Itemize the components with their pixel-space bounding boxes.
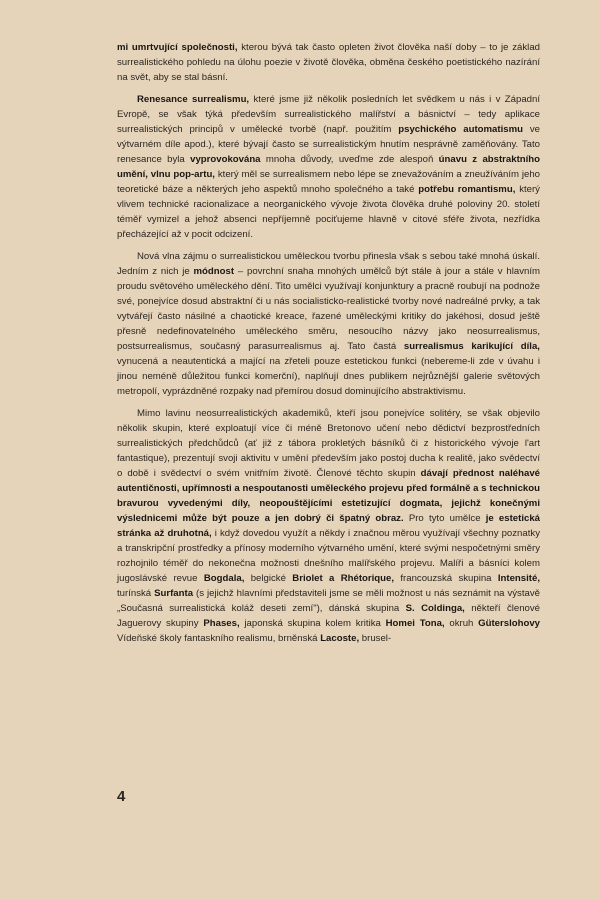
body-text-run: Mimo lavinu neosurrealistických akademiků, kteří jsou ponejvíce solitéry, se však objevilo několik skupin, které exploatují více či méně Bretonovo učení nebo dědictví bezprostředních surrealistických předchůdců (ať již z tábora prokletých básníků či z historického vývoje l'art fantastique), prezentují svoji aktivitu v umění především jako postoj ducha k realitě, jako svědectví o době i svědectví o svém vnitřním životě. Členové těchto skupin [117,408,540,479]
page-number: 4 [117,788,126,805]
paragraph-4 [117,406,540,646]
body-text-run: které jsme již několik posledních let svědkem u nás i v Západní Evropě, se však týká především surrealistického malířství a básnictví – tedy aplikace surrealistických principů v umělecké tvorbě (např. použitím [117,94,541,135]
body-text-run: okruh [444,618,479,629]
emphasis-text: Renesance surrealismu, [137,94,250,105]
body-text-run: (s jejichž hlavními představiteli jsme se měli možnost u nás seznámit na výstavě „Současná surrealistická koláž deseti zemí"), dánská skupina [117,588,540,614]
emphasis-text: Briolet a Rhétorique, [292,573,395,584]
emphasis-text: Bogdala, [203,573,245,584]
emphasis-text: je estetická stránka až druhotná, [117,513,540,539]
paragraph-2 [117,92,540,242]
emphasis-text: Lacoste, [320,633,360,644]
body-text-run: kterou bývá tak často opleten život člověka naší doby – to je základ surrealistického pohledu na úlohu poezie v životě člověka, obměna českého poetistického nazírání na svět, aby se stal básní. [117,42,540,83]
body-text-run: turínská [117,588,155,599]
emphasis-text: Surfanta [154,588,194,599]
emphasis-text: dávají přednost naléhavé autentičnosti, upřímnosti a nespoutanosti uměleckého projevu před formálně a s technickou bravurou vyvedenými díly, neopouštějícími estetizující dogmata, jejichž konečnými výslednicemi může být pouze a jen dobrý či špatný obraz. [117,468,540,524]
body-text-run: ve výtvarném díle apod.), které bývají často se surrealistickým hnutím nesprávně zaměňovány. Tato renesance byla [117,124,540,165]
body-text-run: který vlivem technické racionalizace a neorganického vývoje života člověka druhé poloviny 20. století téměř vymizel a jehož absenci nepříjemně pociťujeme hlavně v citové sféře života, nezřídka přecházející až v pocit odcizení. [117,184,540,240]
paragraph-1 [117,40,540,85]
emphasis-text: vyprovokována [190,154,261,165]
body-text-run: mnoha důvody, uveďme zde alespoň [260,154,439,165]
emphasis-text: S. Coldinga, [405,603,465,614]
body-text [117,40,540,652]
body-text-run: Pro tyto umělce [403,513,486,524]
emphasis-text: psychického automatismu [398,124,523,135]
emphasis-text: Intensité, [497,573,540,584]
body-text-run: někteří členové Jaguerovy skupiny [117,603,541,629]
emphasis-text: potřebu romantismu, [418,184,516,195]
emphasis-text: Phases, [203,618,240,629]
emphasis-text: mi umrtvující společnosti, [117,42,238,53]
paragraph-3 [117,249,540,399]
emphasis-text: surrealismus karikující díla, [403,341,540,352]
body-text-run: japonská skupina kolem kritika [239,618,386,629]
body-text-run: který měl se surrealismem nebo lépe se znevažováním a zneužíváním jeho teoretické báze a některých jeho aspektů mnoho společného a také [117,169,540,195]
body-text-run: vynucená a neautentická a mající na zřeteli pouze estetickou funkci (nebereme-li zde v úvahu i jinou neméně důležitou funkci komerční), naplňují dnes publikem nejrůznější galerie světových metropolí, vyprázdněné rozpaky nad přemírou dosud dominujícího abstraktivismu. [117,356,540,397]
body-text-run: i když dovedou využít a někdy i značnou měrou využívají všechny poznatky a transkripční prostředky a přínosy moderního výtvarného umění, které svými nespočetnými směry rozhojnilo téměř do nekonečna možnosti dnešního malířského projevu. Malíři a básníci kolem jugoslávské revue [117,528,540,584]
emphasis-text: módnost [193,266,235,277]
emphasis-text: Homei Tona, [385,618,445,629]
body-text-run: francouzská skupina [394,573,498,584]
body-text-run: Vídeňské školy fantaskního realismu, brněnská [117,633,321,644]
body-text-run: – povrchní snaha mnohých umělců být stále à jour a stále v hlavním proudu světového uměleckého dění. Tito umělci využívají konjunktury a pracně roubují na podnože své, ponejvíce dosud abstraktní či u nás socialisticko-realistické tvorby nové nadreálné prvky, a tak vytvářejí často násilné a chaotické kreace, řazené uměleckými kritiky do jakéhosi, dosud ještě přesně nedefinovatelného uměleckého směru, nesoucího názvy jako neosurrealismus, postsurrealismus, současný parasurrealismus aj. Tato častá [117,266,540,352]
body-text-run: Nová vlna zájmu o surrealistickou uměleckou tvorbu přinesla však s sebou také mnohá úskalí. Jedním z nich je [117,251,540,277]
emphasis-text: únavu z abstraktního umění, vlnu pop-artu, [117,154,541,180]
body-text-run: brusel- [359,633,392,644]
body-text-run: belgické [244,573,293,584]
emphasis-text: Güterslohovy [478,618,540,629]
